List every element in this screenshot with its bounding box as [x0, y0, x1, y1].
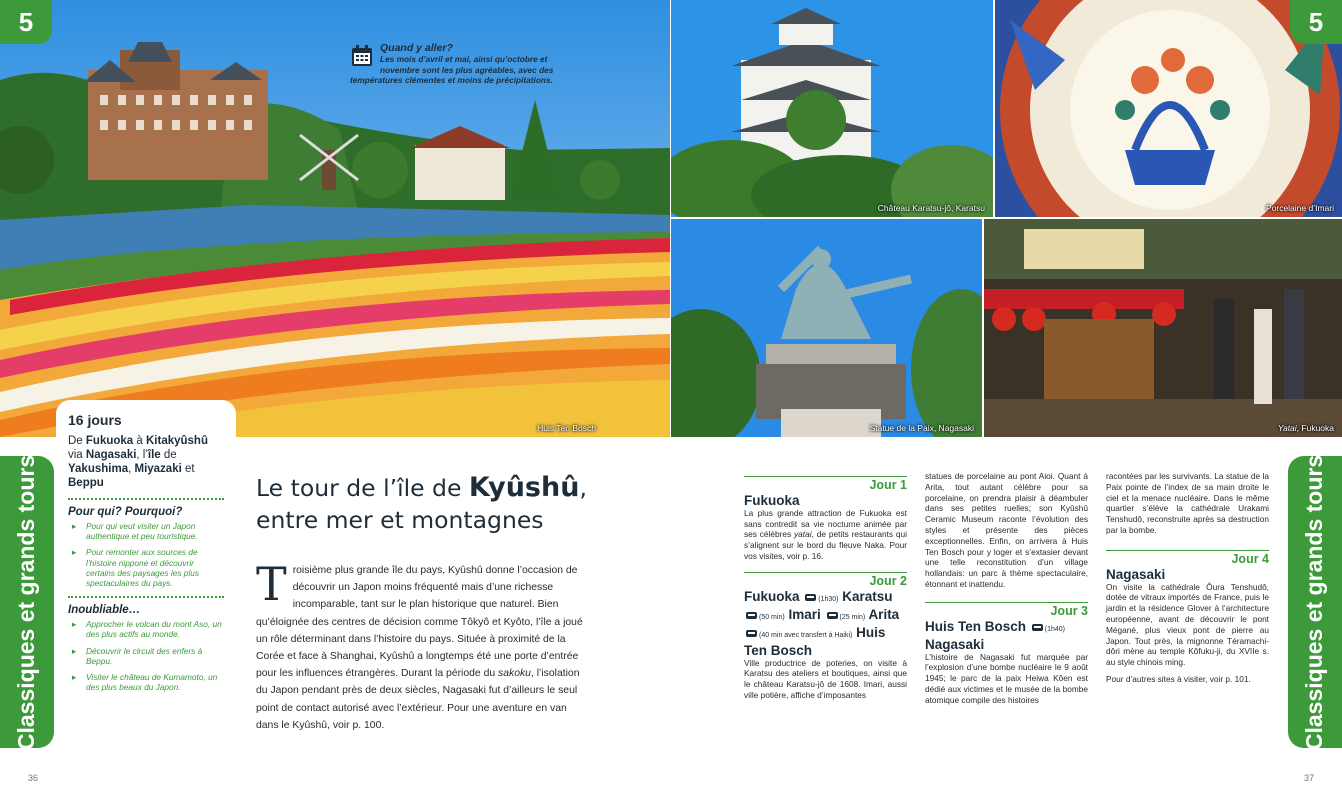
card-divider [68, 596, 224, 598]
day-3-place-huis-ten-bosch: Huis Ten Bosch [925, 618, 1027, 634]
day-2-text: Ville productrice de poteries, on visite à Karatsu des ateliers et boutiques, ainsi que le château Karatsu-jô de 1608. Imari, aussi ville potière, affiche d’imposantes [744, 657, 907, 700]
day-3-text-cont: racontées par les survivants. La statue de la Paix pointe de l’index de sa main droite le ciel et la menace nucléaire. Dans le même quartier s’élève la cathédrale Urakami Tenshudô, reconstruite après sa destruction par la bombe. [1106, 471, 1269, 535]
card-divider [68, 498, 224, 500]
when-to-go-box [350, 42, 575, 86]
route-connector: de [160, 449, 177, 461]
day-4-text: On visite la cathédrale Ôura Tenshudô, dotée de vitraux importés de France, puis le jardin et la résidence Glover à l’architecture européenne, avant de découvrir le pont Mégané, plus vieux pont de pierre au Japon. Tout près, la mignonne Téramachi-dôri mène au temple Kôfuku-ji, du XVIIe s. au style chinois ming. [1106, 581, 1269, 668]
intro-italic: sakoku [498, 668, 531, 680]
day-2-route [744, 589, 907, 658]
when-text-line-3: températures clémentes et moins de précipitations. [350, 75, 553, 85]
day-2-time-3: (25 min) [839, 613, 866, 621]
day-2-time-4: (40 min avec transfert à Haiki) [759, 631, 853, 639]
route-place: Nagasaki [85, 449, 137, 461]
title-kyushu: Kyûshû [468, 472, 580, 503]
intro-text-1: roisième plus grande île du pays, Kyûshû donne l’occasion de découvrir un Japon moins fréquenté mais d’une richesse incomparable, tant sur le plan historique que naturel. Bien qu’éloignée des centres de décision comme Tôkyô et Kyôto, l’île a joué un rôle déterminant dans l’histoire du pays. Située à proximité de la Corée et face à Shanghai, Kyûshû a longtemps été une porte d’entrée pour les influences étrangères. Durant la période du [256, 565, 583, 680]
route-connector: De [68, 435, 86, 447]
yatai-image [984, 219, 1342, 437]
photo-karatsu-castle [671, 0, 993, 217]
peace-statue-image [671, 219, 982, 437]
route-place: Yakushima [68, 463, 129, 475]
calendar-icon [350, 44, 374, 68]
drop-cap: T [256, 557, 287, 611]
day-1-place: Fukuoka [744, 492, 800, 508]
title-part-a: Le tour de l’île de [256, 474, 469, 502]
caption-karatsu-castle: Château Karatsu-jô, Karatsu [877, 203, 985, 213]
unforgettable-item: ▸ Approcher le volcan du mont Aso, un des plus actifs au monde. [68, 619, 224, 639]
day-1-text-italic: yatai [794, 529, 812, 540]
day-2-place-imari: Imari [788, 606, 821, 622]
day-2-text-cont: statues de porcelaine au pont Aioi. Quant à Arita, tout autant célèbre pour sa porcelaine, on prendra plaisir à déambuler dans ses petites ruelles; son Kyûshû Ceramic Museum raconte l’évolution des styles et présente des pièces exceptionnelles. Enfin, on arrivera à Huis Ten Bosch pour y loger et s’extasier devant une telle reconstitution d’un village hollandais: un parc à thème spectaculaire, étonnant et inattendu. [925, 471, 1088, 589]
route-connector: , [128, 463, 135, 475]
photo-yatai-fukuoka [984, 219, 1342, 437]
day-2-place-huis-ten-bosch: Huis Ten Bosch [744, 624, 886, 658]
day-1-text-b: , de petits restaurants qui s’alignent sur le bord du fleuve Naka. Pour vos visites, voir p. 16. [744, 529, 907, 561]
section-band-left-label: Classiques et grands tours [13, 454, 40, 750]
route-place: Miyazaki [134, 463, 182, 475]
day-3-place-nagasaki: Nagasaki [925, 636, 985, 652]
train-icon [805, 594, 816, 601]
unforgettable-item: ▸ Visiter le château de Kumamoto, un des plus beaux du Japon. [68, 672, 224, 692]
intro-paragraph [256, 557, 586, 734]
intro-text-2: , l’isolation du Japon pendant près de deux siècles, Nagasaki fut d’ailleurs le seul point de contact autorisé avec l’extérieur. Pour une aventure en van dans le Kyûshû, voir p. 100. [256, 668, 580, 731]
day-3-route [925, 619, 1088, 652]
day-3-heading: Jour 3 [925, 602, 1088, 617]
route-place: Fukuoka [85, 435, 134, 447]
day-3-time-1: (1h40) [1044, 625, 1066, 633]
chapter-number-left: 5 [0, 0, 52, 44]
caption-imari-porcelain: Porcelaine d’Imari [1265, 203, 1334, 213]
itinerary-column-1 [744, 476, 907, 701]
route-connector: et [181, 463, 195, 475]
karatsu-castle-image [671, 0, 993, 217]
trip-duration: 16 jours [68, 412, 122, 428]
when-text-line-1: Les mois d’avril et mai, ainsi qu’octobre et [380, 54, 548, 64]
route-connector: à [133, 435, 146, 447]
route-connector: via [68, 449, 86, 461]
day-3-text: L’histoire de Nagasaki fut marquée par l’explosion d’une bombe nucléaire le 9 août 1945; le parc de la paix Heiwa Kôen est dédié aux victimes et le musée de la bombe atomique compile des histoires [925, 651, 1088, 705]
for-whom-list [68, 521, 224, 588]
day-1-heading: Jour 1 [744, 476, 907, 491]
for-whom-item: ▸ Pour remonter aux sources de l’histoire nippone et découvrir certains des paysages les plus spectaculaires du pays. [68, 547, 224, 588]
day-4-place: Nagasaki [1106, 566, 1166, 582]
train-icon [746, 630, 757, 637]
route-place: île [147, 449, 161, 461]
section-band-right-label: Classiques et grands tours [1301, 454, 1328, 750]
day-2-place-karatsu: Karatsu [842, 588, 893, 604]
train-icon [1032, 624, 1043, 631]
caption-yatai-rest: , Fukuoka [1296, 423, 1334, 433]
article-title [256, 472, 656, 536]
when-title: Quand y aller? [380, 42, 453, 54]
train-icon [746, 612, 757, 619]
page-number-left: 36 [28, 773, 39, 783]
route-place: Beppu [68, 477, 104, 489]
unforgettable-heading: Inoubliable… [68, 604, 141, 617]
for-whom-heading: Pour qui? Pourquoi? [68, 506, 183, 518]
unforgettable-item: ▸ Découvrir le circuit des enfers à Beppu. [68, 646, 224, 666]
trip-route [68, 434, 224, 490]
itinerary-column-2 [925, 471, 1088, 706]
caption-yatai [1278, 423, 1334, 433]
section-band-right [1288, 456, 1342, 748]
day-2-place-fukuoka: Fukuoka [744, 588, 800, 604]
caption-huis-ten-bosch: Huis Ten Bosch [537, 423, 596, 433]
route-connector: , l’ [136, 449, 148, 461]
caption-yatai-italic: Yatai [1277, 423, 1297, 433]
section-band-left [0, 456, 54, 748]
title-part-c: entre mer et montagnes [256, 506, 544, 534]
unforgettable-list [68, 619, 224, 692]
for-whom-item: ▸ Pour qui veut visiter un Japon authentique et peu touristique. [68, 521, 224, 541]
day-2-time-2: (50 min) [759, 613, 785, 621]
train-icon [827, 612, 838, 619]
day-1-text [744, 508, 907, 562]
chapter-number-right: 5 [1290, 0, 1342, 44]
photo-peace-statue [671, 219, 982, 437]
day-2-time-1: (1h30) [818, 595, 839, 603]
trip-summary-card [56, 400, 236, 750]
page-number-right: 37 [1303, 773, 1314, 783]
day-1-text-a: La plus grande attraction de Fukuoka est sans contredit sa vie nocturne animée par ses célèbres [744, 507, 907, 540]
route-place: Kitakyûshû [146, 435, 208, 447]
day-2-place-arita: Arita [868, 606, 900, 622]
when-text-line-2: novembre sont les plus agréables, avec des [380, 64, 554, 75]
title-part-b: , [579, 474, 587, 502]
day-4-heading: Jour 4 [1106, 550, 1269, 565]
day-2-heading: Jour 2 [744, 572, 907, 587]
itinerary-column-3 [1106, 471, 1269, 685]
caption-peace-statue: Statue de la Paix, Nagasaki [869, 423, 974, 433]
day-4-more: Pour d’autres sites à visiter, voir p. 101. [1106, 673, 1251, 684]
